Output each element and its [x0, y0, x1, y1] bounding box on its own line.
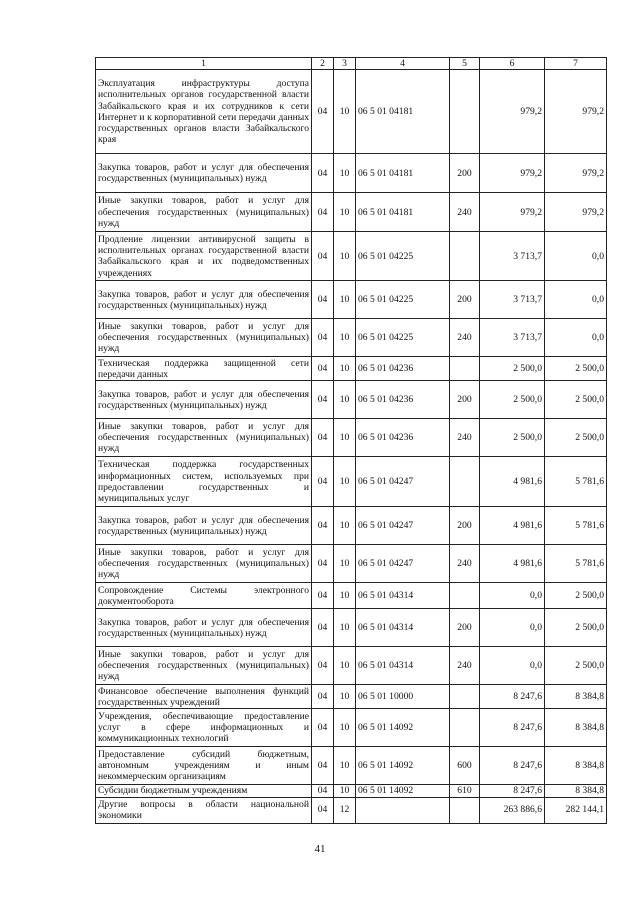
row-description [96, 747, 312, 785]
row-section: 04 [312, 193, 334, 232]
row-expense-type: 240 [450, 319, 480, 357]
row-amount-year1: 2 500,0 [480, 381, 545, 419]
row-amount-year1: 2 500,0 [480, 357, 545, 381]
row-amount-year2: 8 384,8 [545, 685, 607, 709]
row-subsection: 10 [334, 507, 356, 545]
row-section: 04 [312, 545, 334, 583]
row-description-text: Финансовое обеспечение выполнения функций государственных учреждений [98, 685, 309, 708]
row-subsection: 10 [334, 381, 356, 419]
row-subsection: 10 [334, 154, 356, 193]
header-cell: 4 [356, 58, 450, 70]
row-target-article: 06 5 01 04247 [356, 545, 450, 583]
table-row [96, 785, 607, 797]
row-subsection: 10 [334, 609, 356, 647]
row-section: 04 [312, 70, 334, 154]
row-amount-year1: 979,2 [480, 154, 545, 193]
row-target-article: 06 5 01 04247 [356, 457, 450, 507]
header-cell: 6 [480, 58, 545, 70]
row-expense-type: 200 [450, 281, 480, 319]
row-target-article: 06 5 01 04236 [356, 357, 450, 381]
row-description [96, 647, 312, 685]
row-section: 04 [312, 709, 334, 747]
row-amount-year1: 4 981,6 [480, 545, 545, 583]
row-target-article: 06 5 01 14092 [356, 747, 450, 785]
row-expense-type [450, 232, 480, 281]
row-subsection: 10 [334, 70, 356, 154]
row-description-text: Закупка товаров, работ и услуг для обеспечения государственных (муниципальных) нужд [98, 616, 309, 639]
row-section: 04 [312, 747, 334, 785]
row-amount-year1: 8 247,6 [480, 685, 545, 709]
row-target-article [356, 797, 450, 823]
row-expense-type [450, 357, 480, 381]
header-cell: 1 [96, 58, 312, 70]
row-description [96, 609, 312, 647]
row-subsection: 10 [334, 747, 356, 785]
row-subsection: 10 [334, 785, 356, 797]
row-section: 04 [312, 319, 334, 357]
row-description [96, 154, 312, 193]
table-row [96, 232, 607, 281]
row-expense-type: 200 [450, 381, 480, 419]
row-expense-type: 240 [450, 545, 480, 583]
row-subsection: 10 [334, 545, 356, 583]
row-amount-year2: 979,2 [545, 193, 607, 232]
row-description [96, 357, 312, 381]
row-section: 04 [312, 647, 334, 685]
row-amount-year2: 2 500,0 [545, 381, 607, 419]
row-description [96, 797, 312, 823]
row-section: 04 [312, 281, 334, 319]
row-description-text: Закупка товаров, работ и услуг для обеспечения государственных (муниципальных) нужд [98, 514, 309, 537]
row-section: 04 [312, 154, 334, 193]
row-expense-type: 240 [450, 647, 480, 685]
table-row [96, 357, 607, 381]
row-section: 04 [312, 583, 334, 609]
row-amount-year1: 0,0 [480, 647, 545, 685]
table-row [96, 381, 607, 419]
row-expense-type: 610 [450, 785, 480, 797]
row-target-article: 06 5 01 04247 [356, 507, 450, 545]
table-row [96, 457, 607, 507]
row-subsection: 10 [334, 457, 356, 507]
row-description-text: Иные закупки товаров, работ и услуг для обеспечения государственных (муниципальных) нужд [98, 195, 309, 229]
row-description-text: Техническая поддержка государственных информационных систем, используемых при предоставлении государственных и муниципальных услуг [98, 459, 309, 505]
row-subsection: 10 [334, 232, 356, 281]
row-description [96, 785, 312, 797]
table-row [96, 507, 607, 545]
row-expense-type: 600 [450, 747, 480, 785]
row-amount-year2: 5 781,6 [545, 457, 607, 507]
row-amount-year2: 2 500,0 [545, 647, 607, 685]
table-row [96, 193, 607, 232]
row-description [96, 281, 312, 319]
row-description-text: Закупка товаров, работ и услуг для обеспечения государственных (муниципальных) нужд [98, 388, 309, 411]
row-expense-type: 200 [450, 154, 480, 193]
row-amount-year1: 4 981,6 [480, 507, 545, 545]
row-section: 04 [312, 381, 334, 419]
row-description-text: Иные закупки товаров, работ и услуг для обеспечения государственных (муниципальных) нужд [98, 320, 309, 355]
row-amount-year2: 5 781,6 [545, 507, 607, 545]
header-cell: 5 [450, 58, 480, 70]
table-row [96, 647, 607, 685]
row-target-article: 06 5 01 04314 [356, 583, 450, 609]
table-body [96, 58, 607, 824]
table-row [96, 281, 607, 319]
row-section: 04 [312, 507, 334, 545]
row-amount-year1: 979,2 [480, 193, 545, 232]
row-expense-type [450, 797, 480, 823]
row-amount-year1: 3 713,7 [480, 319, 545, 357]
row-target-article: 06 5 01 04236 [356, 381, 450, 419]
row-target-article: 06 5 01 04236 [356, 419, 450, 457]
row-amount-year1: 0,0 [480, 609, 545, 647]
header-cell: 7 [545, 58, 607, 70]
row-description-text: Иные закупки товаров, работ и услуг для обеспечения государственных (муниципальных) нужд [98, 420, 309, 455]
row-section: 04 [312, 419, 334, 457]
row-description [96, 419, 312, 457]
row-amount-year2: 2 500,0 [545, 609, 607, 647]
row-description-text: Учреждения, обеспечивающие предоставление услуг в сфере информационных и коммуникационных технологий [98, 710, 309, 745]
row-expense-type [450, 457, 480, 507]
row-expense-type [450, 70, 480, 154]
row-subsection: 10 [334, 357, 356, 381]
row-description-text: Иные закупки товаров, работ и услуг для обеспечения государственных (муниципальных) нужд [98, 546, 309, 581]
table-row [96, 154, 607, 193]
row-subsection: 10 [334, 685, 356, 709]
row-amount-year2: 8 384,8 [545, 785, 607, 797]
row-description [96, 507, 312, 545]
row-amount-year2: 5 781,6 [545, 545, 607, 583]
table-row [96, 685, 607, 709]
row-description-text: Закупка товаров, работ и услуг для обеспечения государственных (муниципальных) нужд [98, 288, 309, 311]
table-row [96, 70, 607, 154]
row-amount-year1: 4 981,6 [480, 457, 545, 507]
row-target-article: 06 5 01 14092 [356, 709, 450, 747]
header-cell: 2 [312, 58, 334, 70]
row-subsection: 10 [334, 709, 356, 747]
row-amount-year1: 2 500,0 [480, 419, 545, 457]
row-description-text: Иные закупки товаров, работ и услуг для обеспечения государственных (муниципальных) нужд [98, 648, 309, 683]
row-description [96, 457, 312, 507]
row-amount-year2: 2 500,0 [545, 583, 607, 609]
table-row [96, 609, 607, 647]
row-section: 04 [312, 785, 334, 797]
row-subsection: 10 [334, 583, 356, 609]
row-amount-year2: 0,0 [545, 232, 607, 281]
row-description [96, 709, 312, 747]
table-row [96, 747, 607, 785]
row-amount-year1: 3 713,7 [480, 281, 545, 319]
row-amount-year1: 8 247,6 [480, 747, 545, 785]
row-amount-year1: 0,0 [480, 583, 545, 609]
row-target-article: 06 5 01 04181 [356, 193, 450, 232]
row-description [96, 319, 312, 357]
row-subsection: 10 [334, 193, 356, 232]
row-target-article: 06 5 01 04314 [356, 609, 450, 647]
row-description [96, 232, 312, 281]
table-header-row [96, 58, 607, 70]
row-subsection: 10 [334, 647, 356, 685]
row-target-article: 06 5 01 10000 [356, 685, 450, 709]
row-description-text: Техническая поддержка защищенной сети передачи данных [98, 357, 309, 380]
row-target-article: 06 5 01 04181 [356, 70, 450, 154]
row-target-article: 06 5 01 04225 [356, 232, 450, 281]
row-amount-year2: 8 384,8 [545, 709, 607, 747]
row-amount-year2: 979,2 [545, 154, 607, 193]
row-description [96, 193, 312, 232]
row-expense-type: 240 [450, 193, 480, 232]
header-cell: 3 [334, 58, 356, 70]
row-amount-year2: 0,0 [545, 319, 607, 357]
row-section: 04 [312, 685, 334, 709]
row-expense-type: 200 [450, 609, 480, 647]
row-description [96, 381, 312, 419]
row-section: 04 [312, 232, 334, 281]
row-description-text: Субсидии бюджетным учреждениям [98, 785, 248, 797]
row-subsection: 10 [334, 319, 356, 357]
table-row [96, 583, 607, 609]
row-description [96, 70, 312, 154]
row-target-article: 06 5 01 04314 [356, 647, 450, 685]
row-amount-year2: 979,2 [545, 70, 607, 154]
row-amount-year1: 8 247,6 [480, 785, 545, 797]
row-amount-year1: 979,2 [480, 70, 545, 154]
row-target-article: 06 5 01 04181 [356, 154, 450, 193]
row-amount-year2: 2 500,0 [545, 357, 607, 381]
row-section: 04 [312, 797, 334, 823]
row-description [96, 685, 312, 709]
row-amount-year2: 0,0 [545, 281, 607, 319]
row-description [96, 545, 312, 583]
row-description-text: Продление лицензии антивирусной защиты в исполнительных органах государственной власти Забайкальского края и их подведомственных учреждениях [98, 233, 309, 279]
row-expense-type [450, 709, 480, 747]
row-section: 04 [312, 357, 334, 381]
row-expense-type [450, 583, 480, 609]
row-expense-type: 200 [450, 507, 480, 545]
row-amount-year1: 3 713,7 [480, 232, 545, 281]
row-target-article: 06 5 01 04225 [356, 281, 450, 319]
row-section: 04 [312, 609, 334, 647]
row-subsection: 10 [334, 419, 356, 457]
row-description [96, 583, 312, 609]
row-description-text: Закупка товаров, работ и услуг для обеспечения государственных (муниципальных) нужд [98, 162, 309, 185]
page-number: 41 [314, 843, 326, 855]
table-row [96, 419, 607, 457]
row-amount-year1: 263 886,6 [480, 797, 545, 823]
table-row [96, 797, 607, 823]
row-description-text: Сопровождение Системы электронного документооборота [98, 584, 309, 607]
row-amount-year1: 8 247,6 [480, 709, 545, 747]
table-row [96, 319, 607, 357]
row-expense-type: 240 [450, 419, 480, 457]
row-description-text: Предоставление субсидий бюджетным, автономным учреждениям и иным некоммерческим организациям [98, 748, 309, 783]
row-amount-year2: 8 384,8 [545, 747, 607, 785]
row-expense-type [450, 685, 480, 709]
table-row [96, 545, 607, 583]
row-section: 04 [312, 457, 334, 507]
row-target-article: 06 5 01 14092 [356, 785, 450, 797]
row-subsection: 10 [334, 281, 356, 319]
row-amount-year2: 2 500,0 [545, 419, 607, 457]
row-description-text: Другие вопросы в области национальной экономики [98, 798, 309, 822]
row-target-article: 06 5 01 04225 [356, 319, 450, 357]
row-description-text: Эксплуатация инфраструктуры доступа исполнительных органов государственной власти Забайкальского края и их сотрудников к сети Интернет и к корпоративной сети передачи данных государственных органов власти Забайкальского края [98, 77, 309, 146]
budget-table [95, 57, 607, 824]
table-row [96, 709, 607, 747]
row-amount-year2: 282 144,1 [545, 797, 607, 823]
row-subsection: 12 [334, 797, 356, 823]
